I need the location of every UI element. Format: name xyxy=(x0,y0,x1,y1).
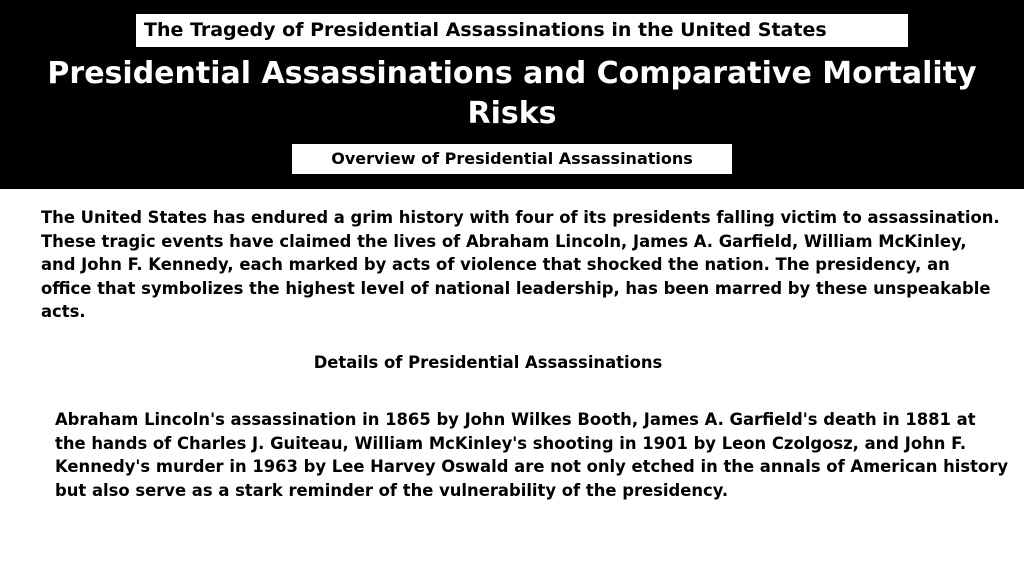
supertitle-label: The Tragedy of Presidential Assassinations in the United States xyxy=(136,14,908,47)
subtitle-label: Overview of Presidential Assassinations xyxy=(292,144,732,174)
page-title: Presidential Assassinations and Comparative Mortality Risks xyxy=(47,56,977,131)
details-paragraph: Abraham Lincoln's assassination in 1865 by John Wilkes Booth, James A. Garfield's death in 1881 at the hands of Charles J. Guiteau, William McKinley's shooting in 1901 by Leon Czolgosz, and John F. Kennedy's murder in 1963 by Lee Harvey Oswald are not only etched in the annals of American history but also serve as a stark reminder of the vulnerability of the presidency. xyxy=(55,410,1009,500)
overview-paragraph: The United States has endured a grim history with four of its presidents falling victim to assassination. These tragic events have claimed the lives of Abraham Lincoln, James A. Garfield, William McKinley, and John F. Kennedy, each marked by acts of violence that shocked the nation. The presidency, an office that symbolizes the highest level of national leadership, has been marred by these unspeakable acts. xyxy=(41,208,1000,321)
header-band xyxy=(0,0,1024,189)
section-heading: Details of Presidential Assassinations xyxy=(313,353,663,372)
